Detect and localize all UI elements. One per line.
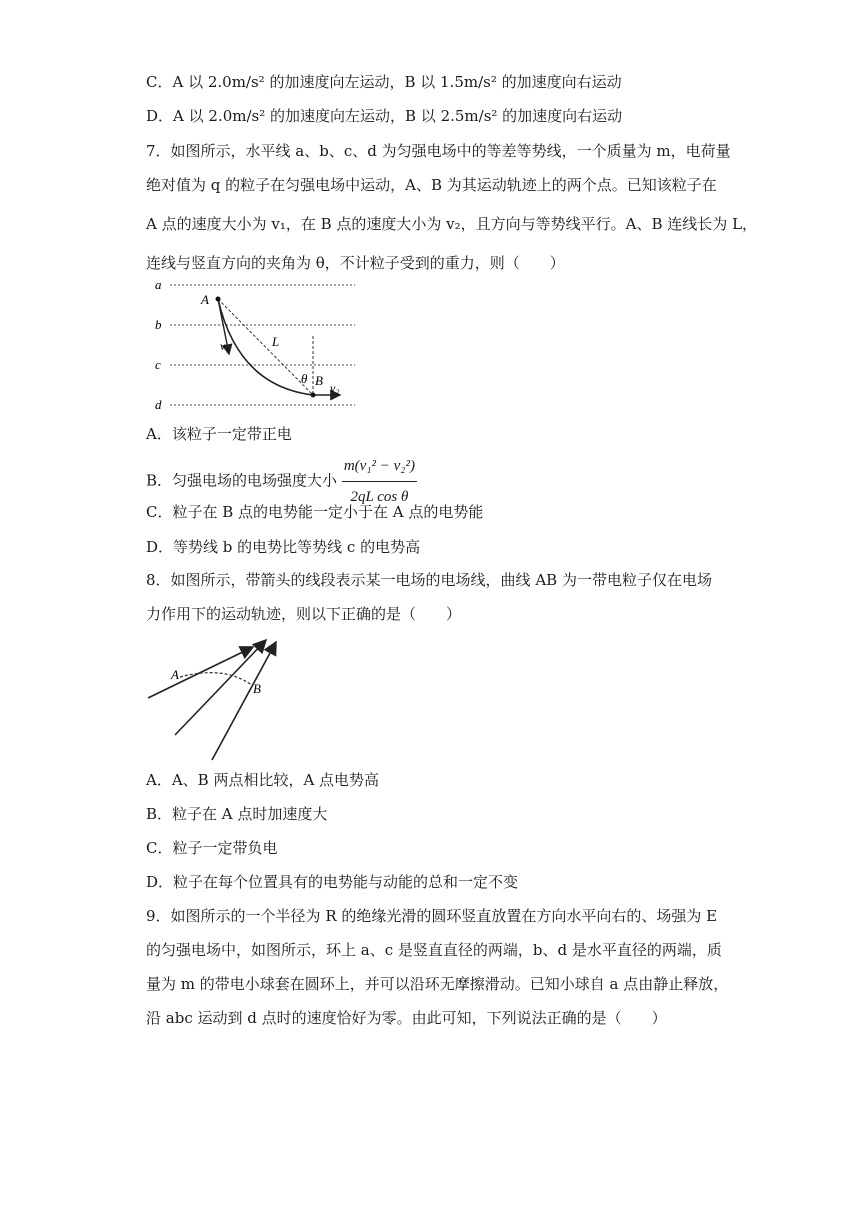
q8-stem-line-2: 力作用下的运动轨迹，则以下正确的是（ ）	[146, 605, 462, 623]
field-line-1	[148, 647, 253, 698]
segment-L	[218, 299, 313, 395]
particle-trajectory	[180, 673, 253, 686]
q8-option-c: C．粒子一定带负电	[146, 839, 278, 857]
fraction-numerator: m(v₁² − v₂²)	[342, 452, 417, 482]
q7-option-d: D．等势线 b 的电势比等势线 c 的电势高	[146, 538, 421, 556]
label-L: L	[272, 334, 280, 349]
q9-stem-line-3: 量为 m 的带电小球套在圆环上，并可以沿环无摩擦滑动。已知小球自 a 点由静止释放，	[146, 975, 729, 993]
q7-option-a: A．该粒子一定带正电	[146, 425, 292, 443]
label-B: B	[315, 373, 323, 388]
q9-stem-line-4: 沿 abc 运动到 d 点时的速度恰好为零。由此可知，下列说法正确的是（ ）	[146, 1009, 667, 1027]
q7-stem-line-2: 绝对值为 q 的粒子在匀强电场中运动，A、B 为其运动轨迹上的两个点。已知该粒子在	[146, 176, 717, 194]
q8-stem-line-1: 8．如图所示，带箭头的线段表示某一电场的电场线，曲线 AB 为一带电粒子仅在电场	[146, 571, 712, 589]
label-v2: v₂	[330, 381, 340, 395]
fraction-denominator: 2qL cos θ	[350, 489, 409, 505]
q7-figure	[150, 276, 365, 416]
label-c: c	[155, 357, 161, 372]
q8-option-d: D．粒子在每个位置具有的电势能与动能的总和一定不变	[146, 873, 519, 891]
label-a: a	[155, 277, 162, 292]
label-A: A	[171, 667, 179, 682]
label-d: d	[155, 397, 162, 412]
label-A: A	[201, 292, 209, 307]
point-A	[216, 297, 221, 302]
q7-stem-line-3: A 点的速度大小为 v₁，在 B 点的速度大小为 v₂，且方向与等势线平行。A、B 连线长为 L，	[146, 215, 758, 233]
label-v1: v₁	[220, 339, 230, 353]
field-line-3	[212, 642, 276, 760]
q9-stem-line-2: 的匀强电场中，如图所示，环上 a、c 是竖直直径的两端，b、d 是水平直径的两端，质	[146, 941, 722, 959]
q8-figure	[140, 632, 290, 764]
label-theta: θ	[301, 371, 308, 386]
q7-option-b-text: B．匀强电场的电场强度大小	[146, 471, 338, 490]
q8-option-a: A．A、B 两点相比较，A 点电势高	[146, 771, 380, 789]
q9-stem-line-1: 9．如图所示的一个半径为 R 的绝缘光滑的圆环竖直放置在方向水平向右的、场强为 E	[146, 907, 718, 925]
q7-stem-line-4: 连线与竖直方向的夹角为 θ，不计粒子受到的重力，则（ ）	[146, 254, 565, 272]
q7-option-c: C．粒子在 B 点的电势能一定小于在 A 点的电势能	[146, 503, 484, 521]
q6-option-d: D．A 以 2.0m/s² 的加速度向左运动，B 以 2.5m/s² 的加速度向右运动	[146, 107, 623, 125]
point-B	[311, 393, 316, 398]
label-b: b	[155, 317, 162, 332]
label-B: B	[253, 681, 261, 696]
q7-stem-line-1: 7．如图所示，水平线 a、b、c、d 为匀强电场中的等差等势线，一个质量为 m，电荷量	[146, 142, 731, 160]
q8-option-b: B．粒子在 A 点时加速度大	[146, 805, 328, 823]
q6-option-c: C．A 以 2.0m/s² 的加速度向左运动，B 以 1.5m/s² 的加速度向右运动	[146, 73, 622, 91]
